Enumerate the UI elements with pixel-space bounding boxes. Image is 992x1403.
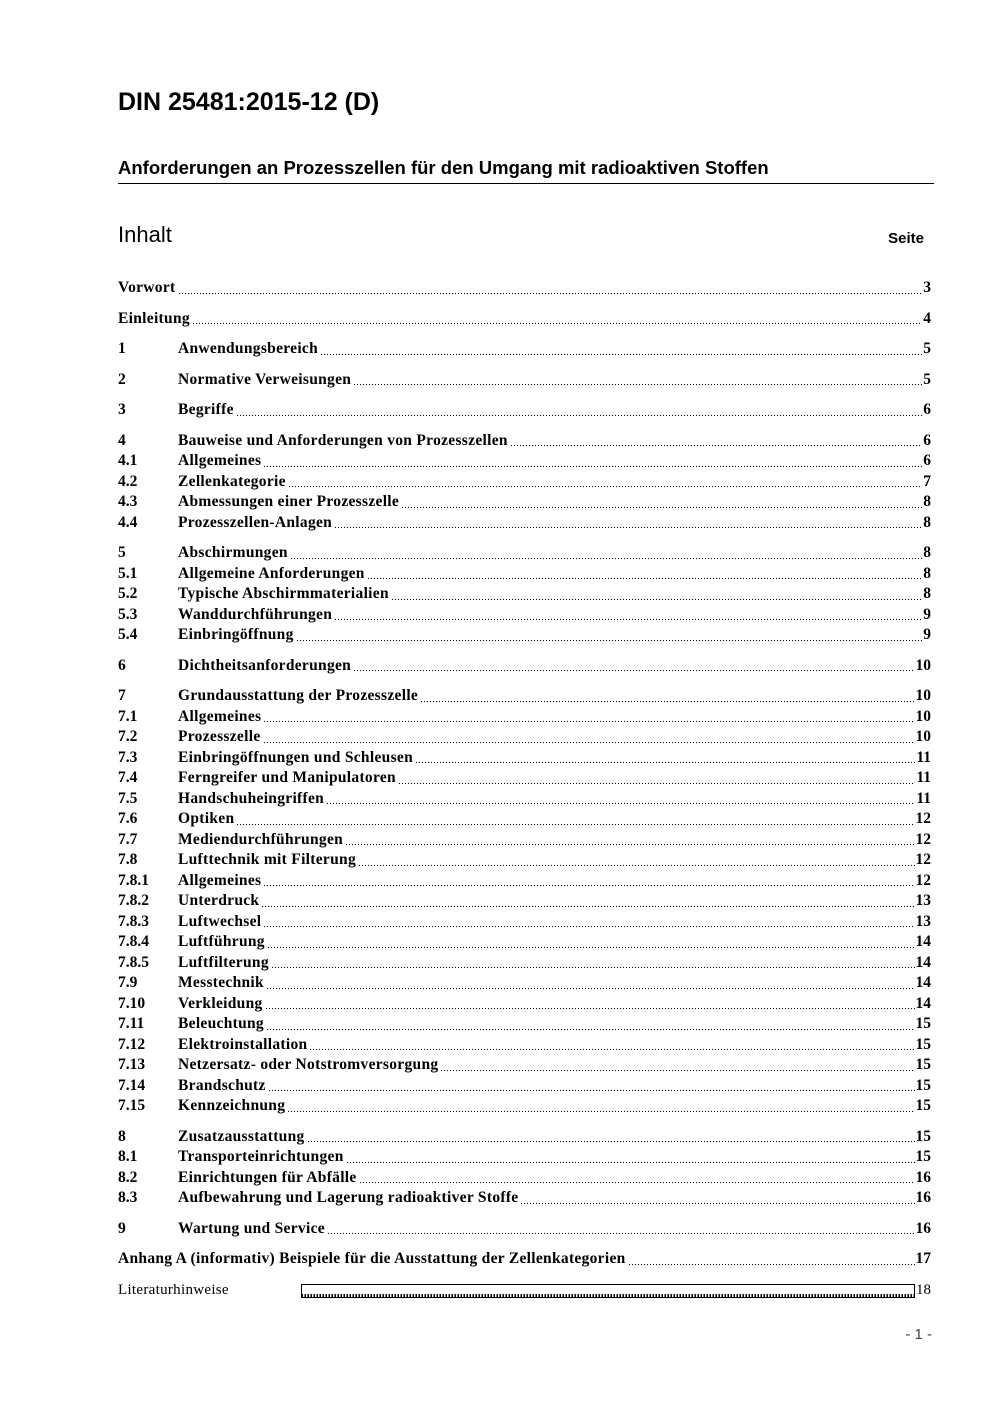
toc-entry[interactable] [118,973,931,994]
table-of-contents [118,278,931,1300]
toc-entry-number: 7.8.4 [118,933,149,950]
toc-entry[interactable] [118,748,931,769]
toc-entry-number: 7.8.5 [118,953,149,971]
toc-entry-title: Wartung und Service [178,1219,325,1237]
toc-entry-number: 9 [118,1219,126,1237]
toc-entry-title: Bauweise und Anforderungen von Prozesszellen [178,431,508,449]
toc-entry-title: Lufttechnik mit Filterung [178,851,356,868]
toc-entry-title: Handschuheingriffen [178,789,325,807]
toc-entry-page: 8 [923,493,931,510]
toc-entry-title: Luftwechsel [178,912,262,930]
toc-entry-title: Anwendungsbereich [178,340,319,357]
toc-entry[interactable] [118,1147,931,1168]
toc-entry-number: 7.15 [118,1097,146,1114]
toc-entry-number: 7.14 [118,1076,146,1094]
toc-entry-title: Allgemeines [178,452,262,469]
toc-entry[interactable] [118,431,931,452]
toc-entry[interactable] [118,727,931,748]
toc-entry[interactable] [118,492,931,513]
document-id: DIN 25481:2015-12 (D) [118,88,380,116]
toc-entry[interactable] [118,1280,931,1301]
toc-entry-title: Wanddurchführungen [178,605,333,623]
toc-entry-number: 8.3 [118,1189,138,1206]
toc-entry-title: Netzersatz- oder Notstromversorgung [178,1056,439,1073]
toc-dot-leader [309,1037,914,1051]
toc-entry[interactable] [118,278,931,299]
toc-entry[interactable] [118,1055,931,1076]
toc-dot-leader [287,1099,914,1113]
toc-entry-page: 14 [915,953,931,971]
toc-entry-number: 8 [118,1127,126,1145]
toc-entry-title: Luftfilterung [178,953,269,971]
toc-dot-leader [236,812,914,826]
toc-entry-number: 4 [118,431,126,449]
toc-dot-leader [359,1170,915,1184]
toc-entry-title: Verkleidung [178,994,263,1012]
toc-entry-title: Brandschutz [178,1076,266,1094]
page-column-label: Seite [888,230,924,247]
toc-dot-leader [320,342,922,356]
toc-entry-page: 15 [915,1035,931,1053]
toc-dot-leader [334,515,922,529]
toc-entry-number: 5.1 [118,564,138,582]
toc-entry[interactable] [118,339,931,360]
toc-entry-number: 7.8.2 [118,892,149,909]
toc-dot-leader [263,873,914,887]
toc-entry-title: Vorwort [118,279,176,296]
toc-entry[interactable] [118,656,931,677]
toc-entry-number: 8.2 [118,1168,138,1186]
toc-dot-leader [334,607,922,621]
toc-entry-title: Normative Verweisungen [178,370,352,388]
toc-entry[interactable] [118,1127,931,1148]
toc-entry-page: 16 [915,1219,931,1237]
toc-entry-page: 15 [915,1076,931,1094]
toc-entry-number: 3 [118,401,126,418]
toc-dot-leader [440,1058,914,1072]
toc-entry-number: 2 [118,370,126,388]
toc-entry-title: Dichtheitsanforderungen [178,656,352,674]
toc-entry-number: 5.4 [118,626,138,643]
toc-dot-leader [192,311,922,325]
toc-dot-leader [398,771,915,785]
toc-dot-leader [520,1191,914,1205]
toc-entry-number: 7.4 [118,769,138,786]
toc-entry[interactable] [118,472,931,493]
toc-dot-leader [236,403,922,417]
toc-entry-number: 5.2 [118,585,138,602]
toc-entry-number: 7.5 [118,789,138,807]
toc-entry[interactable] [118,1168,931,1189]
toc-dot-leader [510,433,922,447]
toc-entry-title: Literaturhinweise [118,1281,229,1298]
toc-dot-leader [391,587,922,601]
toc-entry-number: 7.13 [118,1056,146,1073]
toc-heading: Inhalt [118,222,172,247]
toc-dot-leader [296,628,923,642]
toc-entry-title: Anhang A (informativ) Beispiele für die Ausstattung der Zellenkategorien [118,1250,626,1267]
toc-entry-number: 4.4 [118,513,138,531]
toc-dot-leader [268,1078,915,1092]
toc-entry[interactable] [118,994,931,1015]
toc-dot-leader [267,935,915,949]
toc-entry-page: 8 [923,513,931,531]
toc-entry[interactable] [118,1219,931,1240]
toc-dot-leader [346,1150,915,1164]
toc-dot-leader [327,1221,915,1235]
toc-entry-title: Einbringöffnung [178,626,294,643]
toc-entry-number: 1 [118,340,126,357]
toc-dot-leader [263,709,914,723]
toc-entry-page: 15 [915,1127,931,1145]
toc-dot-leader [266,976,915,990]
toc-entry-title: Allgemeine Anforderungen [178,564,365,582]
toc-entry[interactable] [118,400,931,421]
toc-entry[interactable] [118,605,931,626]
toc-entry-page: 12 [915,830,931,848]
toc-entry-page: 12 [915,810,931,827]
toc-entry-page: 14 [915,933,931,950]
toc-dot-leader [628,1252,915,1266]
document-title: Anforderungen an Prozesszellen für den Umgang mit radioaktiven Stoffen [118,157,934,184]
toc-entry[interactable] [118,932,931,953]
toc-entry-page: 8 [923,544,931,561]
toc-entry[interactable] [118,370,931,391]
toc-entry-title: Abschirmungen [178,544,288,561]
toc-entry-title: Allgemeines [178,707,262,725]
toc-entry-page: 10 [915,687,931,704]
toc-entry-page: 15 [915,1148,931,1165]
toc-dot-leader [415,750,915,764]
toc-entry-page: 8 [923,585,931,602]
toc-entry-number: 7.6 [118,810,138,827]
toc-entry-title: Abmessungen einer Prozesszelle [178,493,400,510]
toc-entry[interactable] [118,309,931,330]
toc-dot-leader [266,1017,915,1031]
toc-entry[interactable] [118,451,931,472]
toc-entry-page: 7 [923,472,931,490]
toc-dot-leader [263,914,914,928]
toc-dot-leader [420,689,914,703]
toc-entry-number: 7.10 [118,994,146,1012]
toc-dot-leader [290,546,922,560]
toc-entry-page: 12 [915,871,931,889]
toc-entry-title: Mediendurchführungen [178,830,344,848]
toc-entry[interactable] [118,768,931,789]
toc-entry-number: 7.9 [118,974,138,991]
toc-entry[interactable] [118,686,931,707]
toc-entry-page: 6 [923,401,931,418]
toc-entry[interactable] [118,1249,931,1270]
toc-entry[interactable] [118,543,931,564]
toc-entry-number: 4.3 [118,493,138,510]
toc-entry[interactable] [118,707,931,728]
toc-entry-page: 4 [923,309,931,327]
toc-entry-title: Aufbewahrung und Lagerung radioaktiver Stoffe [178,1189,519,1206]
toc-entry-number: 7.8 [118,851,138,868]
toc-entry-page: 11 [916,789,931,807]
toc-entry[interactable] [118,1076,931,1097]
toc-entry-title: Elektroinstallation [178,1035,308,1053]
toc-entry-number: 4.1 [118,452,138,469]
toc-entry-title: Beleuchtung [178,1015,264,1032]
toc-entry-page: 17 [915,1250,931,1267]
toc-entry-number: 4.2 [118,472,138,490]
toc-entry-title: Grundausstattung der Prozesszelle [178,687,419,704]
toc-entry[interactable] [118,912,931,933]
toc-entry-title: Zellenkategorie [178,472,286,490]
toc-entry-page: 15 [915,1015,931,1032]
toc-entry-page: 15 [915,1097,931,1114]
toc-entry-page: 9 [923,626,931,643]
toc-hatched-leader [301,1284,915,1298]
toc-entry-title: Einbringöffnungen und Schleusen [178,748,413,766]
toc-dot-leader [401,495,922,509]
toc-entry-page: 13 [915,912,931,930]
toc-entry[interactable] [118,625,931,646]
toc-entry-page: 6 [923,431,931,449]
toc-entry-number: 7.8.1 [118,871,149,889]
toc-entry-title: Transporteinrichtungen [178,1148,344,1165]
toc-entry-page: 13 [915,892,931,909]
toc-dot-leader [263,454,922,468]
toc-entry-number: 5.3 [118,605,138,623]
toc-entry-number: 5 [118,544,126,561]
toc-entry-number: 7.12 [118,1035,146,1053]
toc-dot-leader [326,791,915,805]
toc-entry[interactable] [118,1188,931,1209]
toc-dot-leader [288,474,922,488]
toc-entry-page: 5 [923,340,931,357]
toc-dot-leader [353,658,914,672]
toc-entry-title: Optiken [178,810,235,827]
toc-entry-number: 7.1 [118,707,138,725]
toc-entry[interactable] [118,871,931,892]
toc-entry[interactable] [118,830,931,851]
toc-entry-page: 14 [915,994,931,1012]
toc-entry[interactable] [118,789,931,810]
toc-dot-leader [345,832,914,846]
toc-entry[interactable] [118,953,931,974]
toc-entry[interactable] [118,891,931,912]
toc-entry-number: 7.2 [118,728,138,745]
toc-entry[interactable] [118,584,931,605]
toc-dot-leader [353,372,922,386]
toc-entry-title: Unterdruck [178,892,260,909]
toc-entry-number: 8.1 [118,1148,138,1165]
toc-dot-leader [261,894,914,908]
toc-entry-title: Einrichtungen für Abfälle [178,1168,357,1186]
toc-entry-title: Messtechnik [178,974,264,991]
toc-entry[interactable] [118,1096,931,1117]
toc-entry-title: Allgemeines [178,871,262,889]
toc-entry[interactable] [118,850,931,871]
toc-entry[interactable] [118,1014,931,1035]
toc-entry-title: Einleitung [118,309,190,327]
toc-entry-page: 14 [915,974,931,991]
toc-entry-page: 8 [923,564,931,582]
toc-entry-page: 12 [915,851,931,868]
toc-entry[interactable] [118,564,931,585]
toc-entry[interactable] [118,1035,931,1056]
toc-dot-leader [358,853,915,867]
toc-entry-page: 16 [915,1189,931,1206]
toc-entry-page: 18 [916,1281,931,1298]
toc-dot-leader [178,281,923,295]
toc-entry-number: 7.11 [118,1015,145,1032]
toc-entry[interactable] [118,513,931,534]
toc-entry-page: 15 [915,1056,931,1073]
toc-entry-title: Begriffe [178,401,234,418]
toc-entry-number: 6 [118,656,126,674]
toc-entry-title: Ferngreifer und Manipulatoren [178,769,396,786]
toc-entry-title: Prozesszellen-Anlagen [178,513,333,531]
toc-entry-page: 10 [915,728,931,745]
toc-entry-title: Luftführung [178,933,265,950]
toc-entry-page: 11 [916,748,931,766]
toc-entry[interactable] [118,809,931,830]
toc-entry-title: Kennzeichnung [178,1097,286,1114]
toc-dot-leader [307,1129,915,1143]
toc-entry-page: 10 [915,656,931,674]
toc-entry-page: 3 [923,279,931,296]
toc-entry-title: Prozesszelle [178,728,261,745]
toc-entry-page: 9 [923,605,931,623]
toc-entry-page: 5 [923,370,931,388]
toc-dot-leader [271,955,915,969]
toc-entry-page: 16 [915,1168,931,1186]
toc-entry-page: 6 [923,452,931,469]
toc-entry-page: 10 [915,707,931,725]
page-number: - 1 - [905,1326,932,1343]
toc-entry-page: 11 [916,769,931,786]
toc-dot-leader [367,566,923,580]
toc-entry-title: Typische Abschirmmaterialien [178,585,389,602]
toc-entry-number: 7.7 [118,830,138,848]
toc-entry-number: 7.3 [118,748,138,766]
toc-entry-number: 7.8.3 [118,912,149,930]
toc-dot-leader [265,996,915,1010]
toc-entry-number: 7 [118,687,126,704]
toc-entry-title: Zusatzausstattung [178,1127,305,1145]
toc-dot-leader [263,730,915,744]
